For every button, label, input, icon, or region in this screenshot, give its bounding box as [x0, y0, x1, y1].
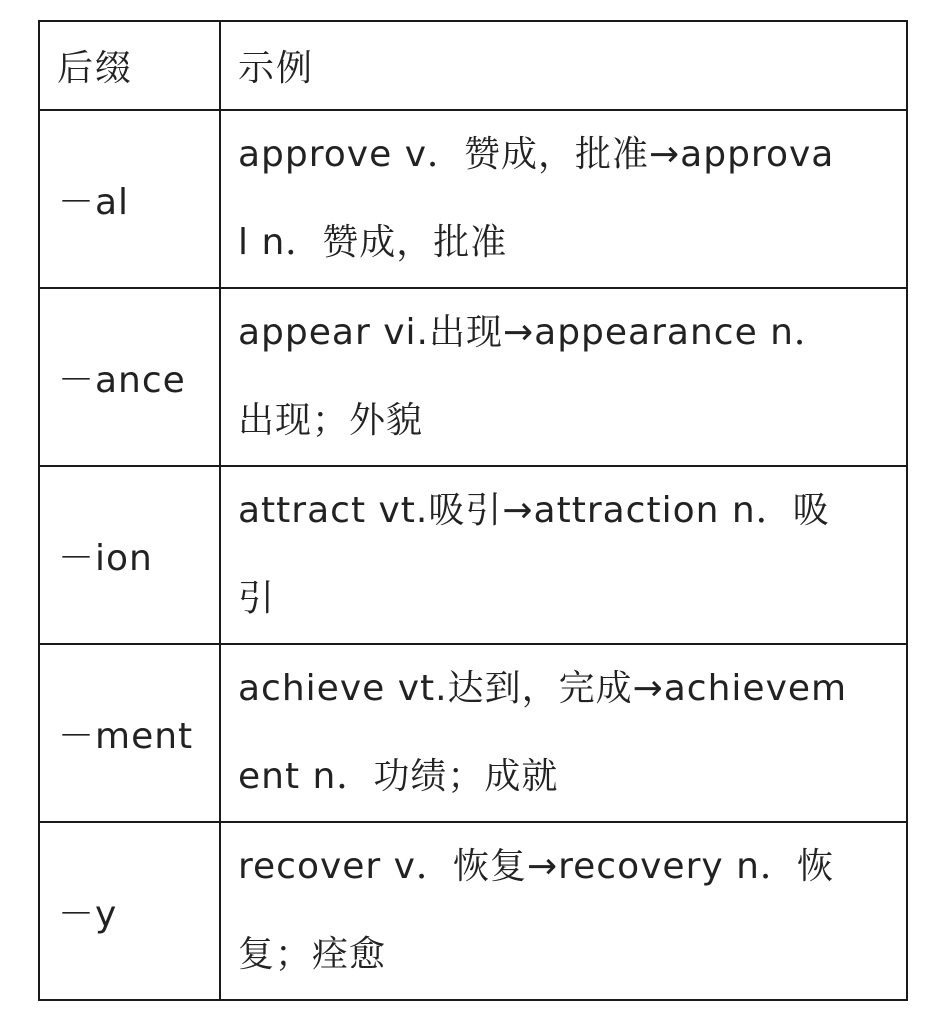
header-cell-suffix — [39, 21, 220, 110]
suffix-label: －al — [58, 181, 130, 223]
example-line-1: attract vt.吸引→attraction n．吸 — [238, 490, 830, 531]
table-row — [39, 288, 907, 466]
suffix-cell — [39, 822, 220, 1000]
header-cell-example — [220, 21, 907, 110]
table-header-row — [39, 21, 907, 110]
example-text — [221, 645, 906, 821]
suffix-cell — [39, 110, 220, 288]
suffix-label: －y — [58, 893, 118, 935]
example-line-1: appear vi.出现→appearance n． — [238, 312, 831, 353]
example-cell — [220, 644, 907, 822]
suffix-table — [38, 20, 908, 1001]
example-text — [221, 289, 906, 465]
suffix-label: －ion — [58, 537, 153, 579]
example-text — [221, 467, 906, 643]
example-cell — [220, 466, 907, 644]
example-cell — [220, 110, 907, 288]
header-example-label: 示例 — [238, 48, 315, 89]
table-row — [39, 466, 907, 644]
example-line-2: l n．赞成，批准 — [238, 222, 508, 263]
example-line-1: recover v．恢复→recovery n．恢 — [238, 846, 834, 887]
suffix-label: －ance — [58, 359, 186, 401]
table-row — [39, 822, 907, 1000]
example-line-2: 出现；外貌 — [238, 400, 424, 441]
example-line-1: achieve vt.达到，完成→achievem — [238, 668, 848, 709]
example-cell — [220, 288, 907, 466]
table-row — [39, 110, 907, 288]
suffix-cell — [39, 288, 220, 466]
table-row — [39, 644, 907, 822]
example-line-2: ent n．功绩；成就 — [238, 756, 559, 797]
example-text — [221, 111, 906, 287]
example-cell — [220, 822, 907, 1000]
suffix-cell — [39, 466, 220, 644]
suffix-cell — [39, 644, 220, 822]
example-line-2: 复；痊愈 — [238, 934, 387, 975]
example-text — [221, 823, 906, 999]
header-suffix-label: 后缀 — [57, 48, 134, 89]
example-line-2: 引 — [238, 578, 276, 619]
suffix-label: －ment — [58, 715, 194, 757]
example-line-1: approve v．赞成，批准→approva — [238, 134, 835, 175]
